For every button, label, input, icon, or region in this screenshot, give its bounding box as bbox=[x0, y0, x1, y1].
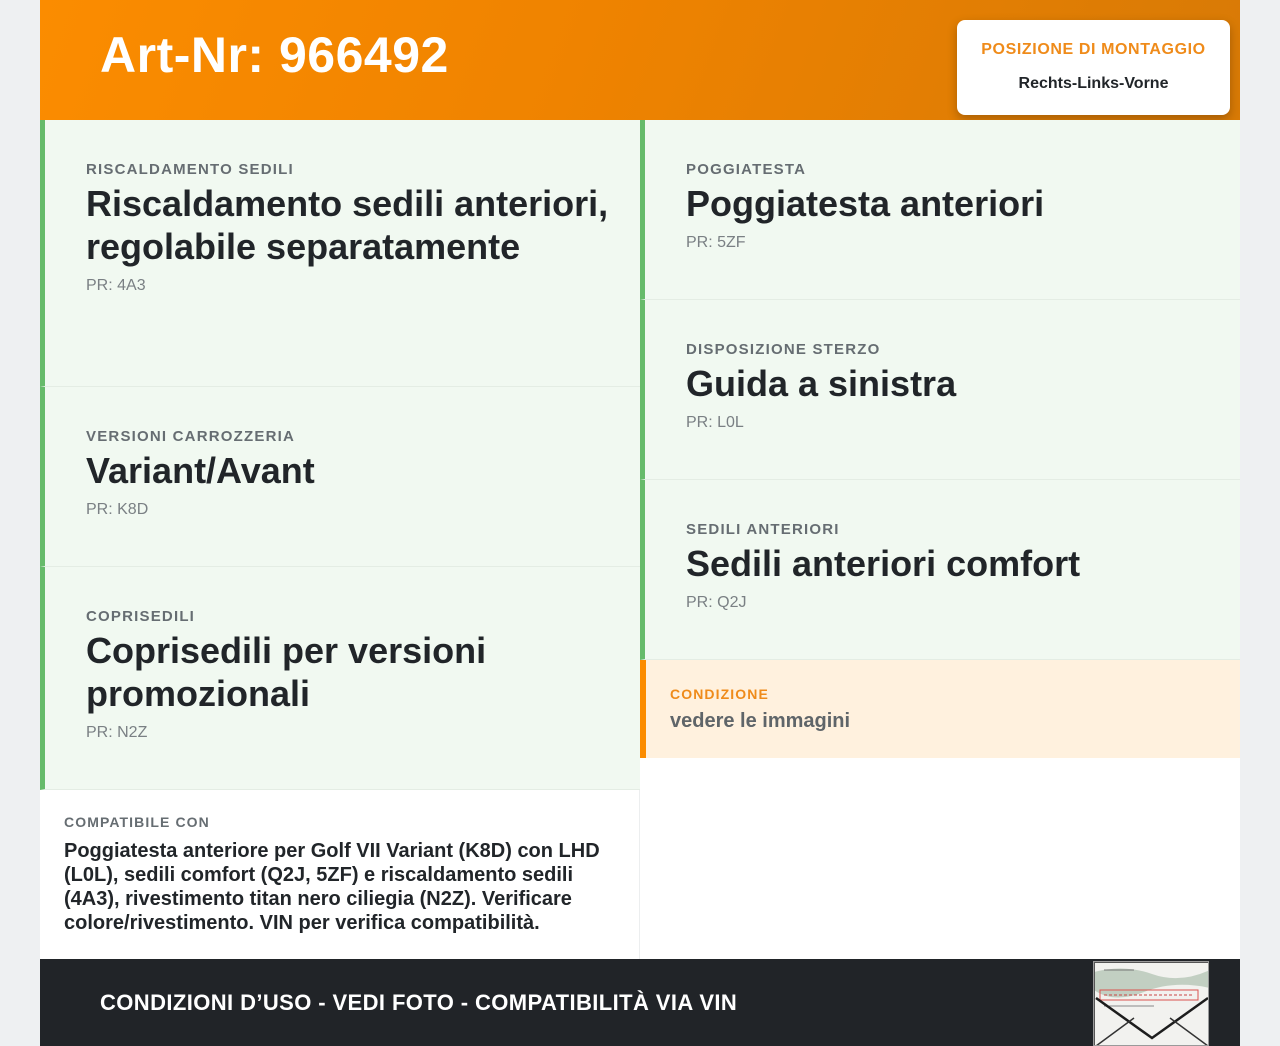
page-title: Art-Nr: 966492 bbox=[100, 27, 449, 83]
spec-card-code: PR: K8D bbox=[86, 501, 149, 518]
spec-card-label: RISCALDAMENTO SEDILI bbox=[86, 161, 294, 178]
spec-card-headrest bbox=[640, 120, 1240, 300]
header-bar bbox=[40, 0, 1240, 120]
mount-position-label: POSIZIONE DI MONTAGGIO bbox=[981, 41, 1206, 58]
spec-card-value: Sedili anteriori comfort bbox=[686, 543, 1081, 584]
spec-card-label: VERSIONI CARROZZERIA bbox=[86, 428, 296, 445]
compatibility-box bbox=[40, 790, 640, 959]
label-photo-thumbnail[interactable] bbox=[1093, 961, 1209, 1046]
spec-card-body-version bbox=[40, 387, 640, 567]
condition-box bbox=[640, 660, 1240, 758]
spec-card-code: PR: 5ZF bbox=[686, 234, 746, 251]
compatibility-text: Poggiatesta anteriore per Golf VII Variant (K8D) con LHD (L0L), sedili comfort (Q2J, 5ZF) e riscaldamento sedili (4A3), rivestimento titan nero ciliegia (N2Z). Verificare colore/rivestimento. VIN per verifica compatibilità. bbox=[64, 840, 600, 934]
spec-card-value: Coprisedili per versioni promozionali bbox=[86, 630, 487, 714]
spec-card-code: PR: N2Z bbox=[86, 724, 148, 741]
spec-card-seat-covers bbox=[40, 567, 640, 790]
spec-card-steering bbox=[640, 300, 1240, 480]
spec-card-seat-heating bbox=[40, 120, 640, 387]
spec-card-code: PR: 4A3 bbox=[86, 277, 146, 294]
compatibility-label: COMPATIBILE CON bbox=[64, 814, 210, 830]
right-column bbox=[640, 120, 1240, 660]
spec-card-value: Poggiatesta anteriori bbox=[686, 183, 1045, 224]
page bbox=[40, 0, 1240, 1046]
spec-card-label: DISPOSIZIONE STERZO bbox=[686, 341, 881, 358]
spec-card-label: COPRISEDILI bbox=[86, 608, 196, 625]
spec-card-code: PR: Q2J bbox=[686, 594, 747, 611]
mount-position-value: Rechts-Links-Vorne bbox=[1018, 75, 1169, 92]
envelope-label-icon bbox=[1094, 962, 1209, 1046]
left-column bbox=[40, 120, 640, 790]
spec-card-code: PR: L0L bbox=[686, 414, 744, 431]
mount-position-box bbox=[957, 20, 1230, 115]
footer-bar bbox=[40, 959, 1240, 1046]
spec-card-label: POGGIATESTA bbox=[686, 161, 807, 178]
footer-text: CONDIZIONI D’USO - VEDI FOTO - COMPATIBILITÀ VIA VIN bbox=[100, 990, 738, 1015]
condition-label: CONDIZIONE bbox=[670, 686, 769, 702]
spec-card-front-seats bbox=[640, 480, 1240, 660]
spec-card-value: Guida a sinistra bbox=[686, 363, 957, 404]
spec-card-value: Riscaldamento sedili anteriori, regolabile separatamente bbox=[86, 183, 609, 267]
spec-card-label: SEDILI ANTERIORI bbox=[686, 521, 840, 538]
condition-value: vedere le immagini bbox=[670, 710, 851, 732]
spec-card-value: Variant/Avant bbox=[86, 450, 315, 491]
